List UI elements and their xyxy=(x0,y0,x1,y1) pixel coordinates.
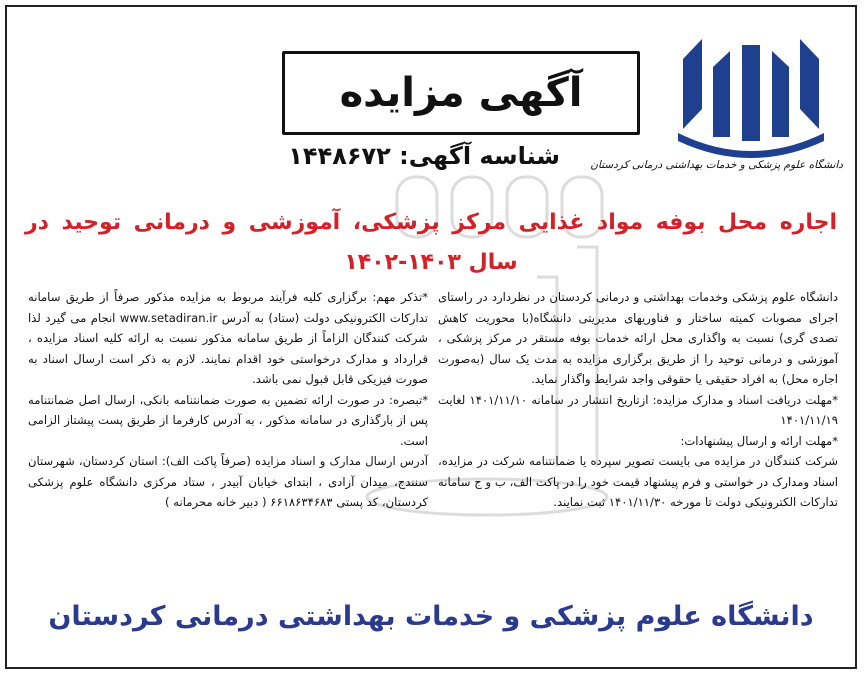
important-note xyxy=(28,287,428,390)
notice-title: آگهی مزایده xyxy=(339,70,583,116)
setad-url-link[interactable]: www.setadiran.ir xyxy=(119,310,218,325)
notice-id-value: ۱۴۴۸۶۷۲ xyxy=(288,142,391,170)
main-title: اجاره محل بوفه مواد غذایی مرکز پزشکی، آموزشی و درمانی توحید در سال ۱۴۰۳-۱۴۰۲ xyxy=(25,210,837,275)
mailing-address: آدرس ارسال مدارک و اسناد مزایده (صرفاً پاکت الف): استان کردستان، شهرستان سنندج، میدان آزادی ، ابتدای خیابان آبیدر ، ستاد مرکزی دانشگاه علوم پزشکی کردستان، کد پستی ۶۶۱۸۶۳۴۶۸۳ ( دبیر خانه محرمانه ) xyxy=(28,454,428,509)
right-column xyxy=(438,287,838,513)
submission-instructions: شرکت کنندگان در مزایده می بایست تصویر سپرده یا ضمانتنامه شرکت در مزایده، اسناد ومدارک در خواستی و فرم پیشنهاد قیمت خود را در پاکت الف، ب و ج سامانه تدارکات الکترونیکی دولت تا مورخه ۱۴۰۱/۱۱/۳۰ ثبت نمایند. xyxy=(438,454,838,509)
guarantee-note: *تبصره: در صورت ارائه تضمین به صورت ضمانتنامه بانکی، ارسال اصل ضمانتنامه پس از بارگذاری در سامانه مذکور ، به آدرس کارفرما از طریق پست پیشتاز الزامی است. xyxy=(28,392,428,448)
left-column xyxy=(28,287,428,513)
important-note-text-a: *تذکر مهم: برگزاری کلیه فرآیند مربوط به مزایده مذکور صرفاً از طریق سامانه تدارکات الکترونیکی دولت (ستاد) به آدرس xyxy=(28,290,429,325)
notice-title-box xyxy=(282,51,640,135)
document-deadline: *مهلت دریافت اسناد و مدارک مزایده: ازتاریخ انتشار در سامانه ۱۴۰۱/۱۱/۱۰ لغایت ۱۴۰۱/۱۱/۱۹ xyxy=(438,392,838,427)
university-logo-icon xyxy=(658,37,843,162)
notice-id-label: شناسه آگهی: xyxy=(399,142,560,170)
important-note-text-b: انجام می گیرد لذا شرکت کنندگان الزاماً از طریق سامانه مذکور نسبت به ارائه کلیه اسناد مزایده ، قرارداد و مدارک درخواستی خود اقدام نمایند. لازم به ذکر است ارسال اسناد به صورت فیزیکی قابل قبول نمی باشد. xyxy=(28,310,428,386)
logo-caption: دانشگاه علوم پزشکی و خدمات بهداشتی درمانی کردستان xyxy=(590,159,843,171)
footer-university-name: دانشگاه علوم پزشکی و خدمات بهداشتی درمانی کردستان xyxy=(48,601,814,632)
submission-deadline-heading: *مهلت ارائه و ارسال پیشنهادات: xyxy=(680,433,838,448)
university-logo xyxy=(590,37,843,197)
notice-id xyxy=(288,142,560,170)
header xyxy=(7,7,855,203)
intro-paragraph: دانشگاه علوم پزشکی وخدمات بهداشتی و درمانی کردستان در نظردارد در راستای اجرای مصوبات کمیته ساختار و فناوریهای مدیریتی دانشگاه(با محوریت کاهش تصدی گری) نسبت به واگذاری محل ارائه خدمات بوفه مستقر در مرکز پزشکی ، آموزشی و درمانی توحید را از طریق برگزاری مزایده به مدت یک سال (به‌صورت اجاره محل) به افراد حقیقی یا حقوقی واجد شرایط واگذار نماید. xyxy=(438,290,838,386)
notice-frame xyxy=(5,5,857,669)
